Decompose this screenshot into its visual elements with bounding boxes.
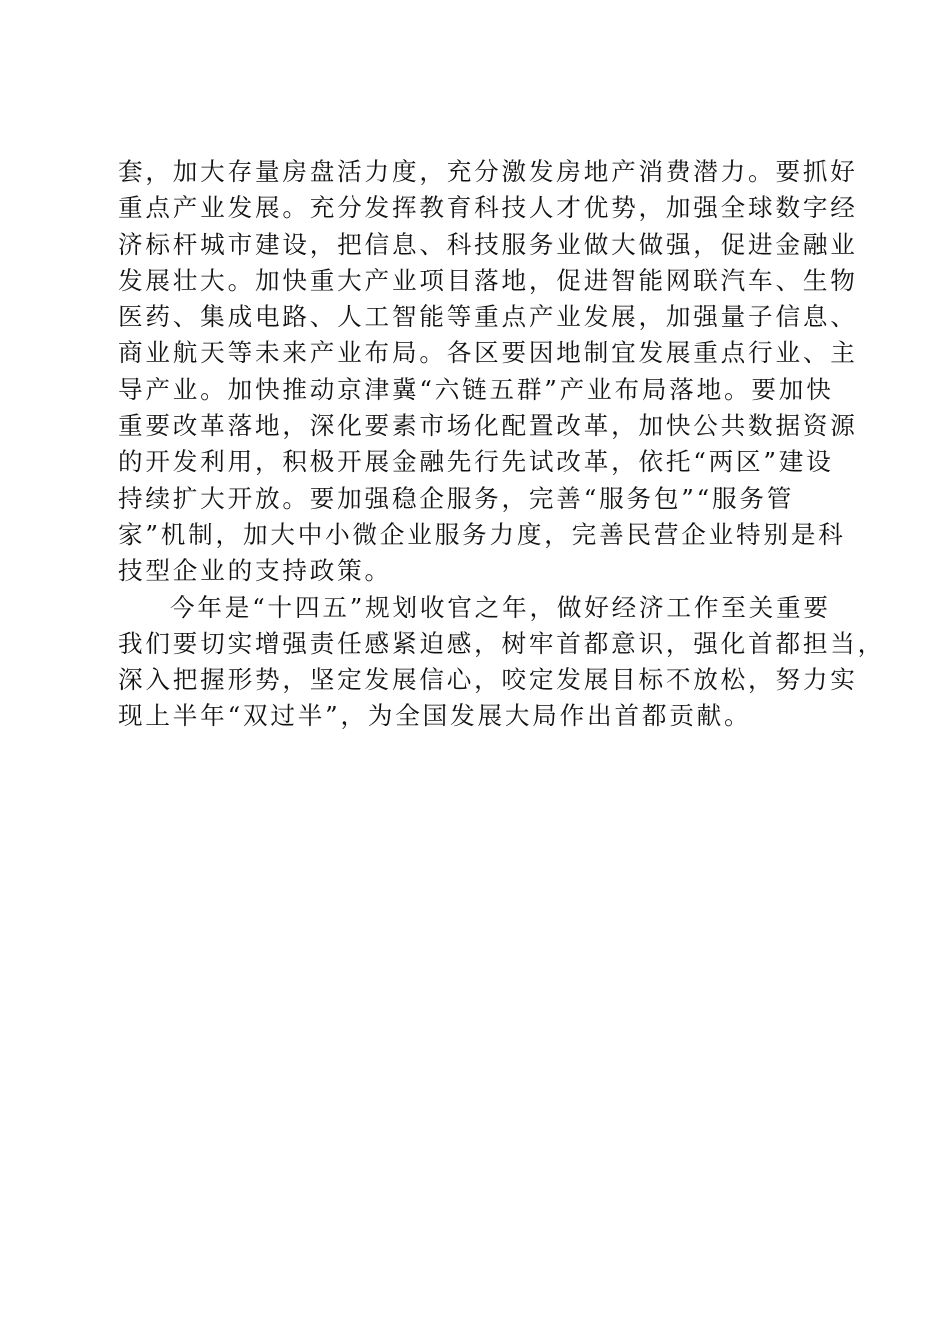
text-line: 套，加大存量房盘活力度，充分激发房地产消费潜力。要抓好 [118, 157, 858, 186]
text-line: 医药、集成电路、人工智能等重点产业发展，加强量子信息、 [118, 302, 858, 332]
text-line: 导产业。加快推动京津冀“六链五群”产业布局落地。要加快 [118, 374, 834, 404]
text-line: 持续扩大开放。要加强稳企服务，完善“服务包”“服务管 [118, 483, 795, 513]
text-line: 我们要切实增强责任感紧迫感，树牢首都意识，强化首都担当， [118, 628, 886, 658]
text-line: 今年是“十四五”规划收官之年，做好经济工作至关重要 [170, 592, 831, 622]
document-body [118, 154, 886, 735]
text-line: 商业航天等未来产业布局。各区要因地制宜发展重点行业、主 [118, 338, 858, 368]
paragraph-1 [118, 154, 858, 590]
paragraph-2 [118, 590, 886, 735]
text-line: 的开发利用，积极开展金融先行先试改革，依托“两区”建设 [118, 447, 834, 477]
text-line: 重要改革落地，深化要素市场化配置改革，加快公共数据资源 [118, 411, 858, 441]
text-line: 现上半年“双过半”，为全国发展大局作出首都贡献。 [118, 701, 752, 731]
text-line: 家”机制，加大中小微企业服务力度，完善民营企业特别是科 [118, 519, 846, 549]
text-line: 重点产业发展。充分发挥教育科技人才优势，加强全球数字经 [118, 193, 858, 223]
text-line: 技型企业的支持政策。 [118, 556, 392, 586]
text-line: 深入把握形势，坚定发展信心，咬定发展目标不放松，努力实 [118, 665, 858, 695]
text-line: 发展壮大。加快重大产业项目落地，促进智能网联汽车、生物 [118, 265, 858, 295]
text-line: 济标杆城市建设，把信息、科技服务业做大做强，促进金融业 [118, 229, 858, 259]
